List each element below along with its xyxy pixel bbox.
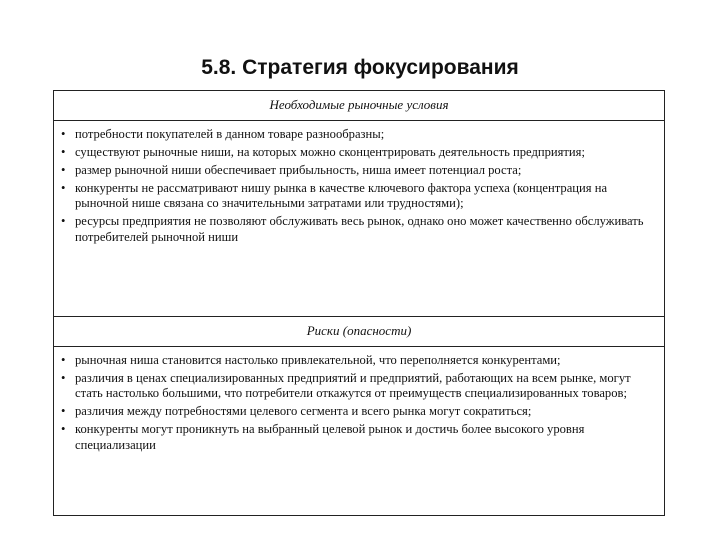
list-item: [54, 181, 664, 212]
list-item-text: различия в ценах специализированных предприятий и предприятий, работающих на всем рынке, могут стать настолько большими, что потребители откажутся от преимуществ специализированных товаров;: [75, 370, 631, 401]
list-item-text: ресурсы предприятия не позволяют обслуживать весь рынок, однако оно может качественно обслуживать потребителей рыночной ниши: [75, 214, 644, 244]
conditions-list: [54, 127, 664, 248]
bullet-icon: •: [61, 180, 66, 195]
risks-list: [54, 353, 664, 456]
list-item-text: потребности покупателей в данном товаре разнообразны;: [75, 127, 385, 141]
list-item: [54, 353, 664, 369]
list-item: [54, 371, 664, 402]
divider: [54, 120, 664, 121]
risks-header: Риски (опасности): [306, 323, 412, 338]
bullet-icon: •: [61, 404, 66, 419]
list-item: [54, 145, 664, 161]
bullet-icon: •: [61, 162, 66, 177]
bullet-icon: •: [61, 353, 66, 367]
bullet-icon: •: [61, 422, 66, 437]
conditions-header: Необходимые рыночные условия: [269, 97, 449, 112]
list-item-text: конкуренты могут проникнуть на выбранный целевой рынок и достичь более высокого уровня специализации: [75, 422, 585, 452]
strategy-table: [53, 90, 665, 516]
list-item: [54, 163, 664, 179]
bullet-icon: •: [61, 214, 66, 229]
bullet-icon: •: [61, 144, 66, 159]
list-item: [54, 404, 664, 420]
bullet-icon: •: [61, 370, 66, 385]
list-item-text: существуют рыночные ниши, на которых можно сконцентрировать деятельность предприятия;: [75, 144, 585, 159]
bullet-icon: •: [61, 127, 66, 141]
list-item: [54, 214, 664, 245]
list-item: [54, 127, 664, 143]
list-item-text: конкуренты не рассматривают нишу рынка в качестве ключевого фактора успеха (концентрация на рыночной нише связана со значительными затратами или трудностями);: [75, 180, 608, 211]
list-item: [54, 422, 664, 453]
divider: [54, 346, 664, 347]
list-item-text: рыночная ниша становится настолько привлекательной, что переполняется конкурентами;: [75, 353, 561, 367]
page-title: 5.8. Стратегия фокусирования: [201, 56, 519, 79]
list-item-text: размер рыночной ниши обеспечивает прибыльность, ниша имеет потенциал роста;: [75, 162, 522, 177]
list-item-text: различия между потребностями целевого сегмента и всего рынка могут сократиться;: [75, 404, 532, 419]
